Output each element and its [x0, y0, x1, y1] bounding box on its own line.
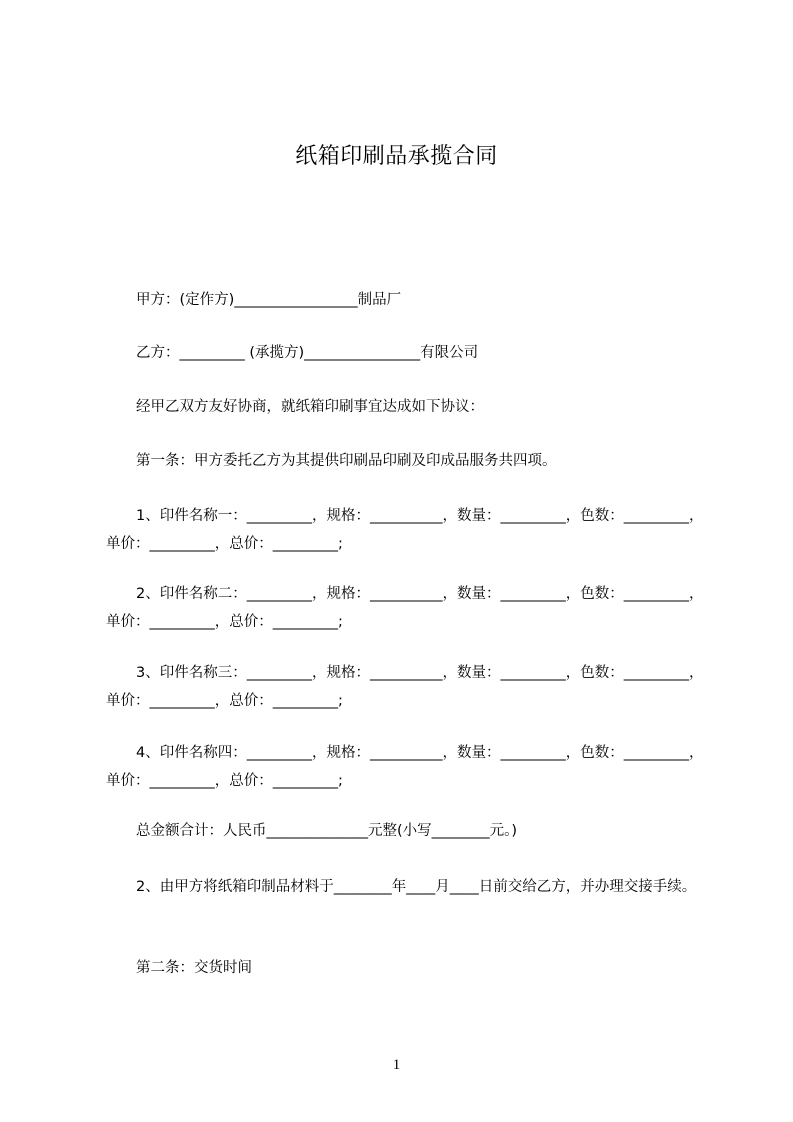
- page-number: 1: [392, 1057, 401, 1073]
- party-a-line: 甲方：(定作方)_________________制品厂: [136, 292, 402, 308]
- print-item-4: 4、印件名称四：_________，规格：__________，数量：_________，色数：_________，单价：_________，总价：_________;: [106, 745, 704, 789]
- party-b-line: 乙方：_________ (承揽方)________________有限公司: [136, 345, 479, 361]
- print-item-3: 3、印件名称三：_________，规格：__________，数量：_________，色数：_________，单价：_________，总价：_________;: [106, 665, 704, 709]
- document-title: 纸箱印刷品承揽合同: [295, 144, 498, 169]
- agreement-intro: 经甲乙双方友好协商，就纸箱印刷事宜达成如下协议：: [136, 399, 484, 415]
- total-amount: 总金额合计：人民币______________元整(小写________元。): [136, 823, 518, 839]
- print-item-1: 1、印件名称一：_________，规格：__________，数量：_________，色数：_________，单价：_________，总价：_________;: [106, 508, 704, 552]
- print-item-2: 2、印件名称二：_________，规格：__________，数量：_________，色数：_________，单价：_________，总价：_________;: [106, 586, 704, 630]
- article-one: 第一条：甲方委托乙方为其提供印刷品印刷及印成品服务共四项。: [136, 453, 557, 469]
- article-two: 第二条：交货时间: [136, 960, 252, 976]
- material-delivery-clause: 2、由甲方将纸箱印制品材料于________年____月____日前交给乙方，并办理交接手续。: [136, 879, 697, 895]
